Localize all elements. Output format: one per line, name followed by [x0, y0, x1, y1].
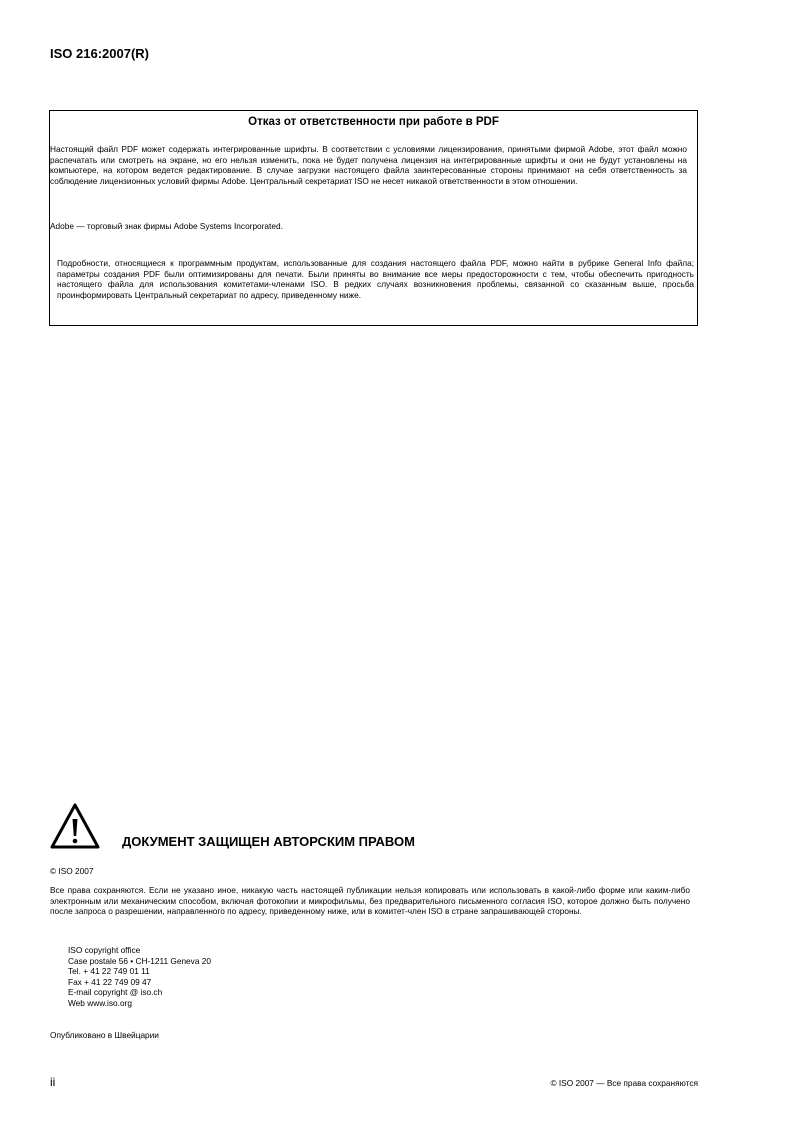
copyright-heading: ДОКУМЕНТ ЗАЩИЩЕН АВТОРСКИМ ПРАВОМ [122, 834, 415, 849]
disclaimer-paragraph-trademark: Adobe — торговый знак фирмы Adobe Systems Incorporated. [50, 221, 283, 231]
published-in: Опубликовано в Швейцарии [50, 1030, 159, 1040]
rights-text: Все права сохраняются. Если не указано иное, никакую часть настоящей публикации нельзя копировать или использовать в какой-либо форме или каким-либо электронным или механическим способом, включая фотокопии и микрофильмы, без предварительного письменного согласия ISO, которое должно быть получено после запроса о разрешении, направленного по адресу, приведенному ниже, или в комитет-член ISO в стране запрашивающей стороны. [50, 885, 690, 916]
address-line: Web www.iso.org [68, 997, 132, 1008]
disclaimer-paragraph-details: Подробности, относящиеся к программным продуктам, использованные для создания настоящего файла PDF, можно найти в рубрике General Info файла; параметры создания PDF были оптимизированы для печати. Были приняты во внимание все меры предосторожности с тем, чтобы обеспечить пригодность настоящего файла для использования комитетами-членами ISO. В редких случаях возникновения проблемы, связанной со сказанным выше, просьба проинформировать Центральный секретариат по адресу, приведенному ниже. [57, 258, 694, 300]
footer-copyright: © ISO 2007 — Все права сохраняются [550, 1078, 698, 1088]
disclaimer-paragraph-fonts: Настоящий файл PDF может содержать интегрированные шрифты. В соответствии с условиями лицензирования, принятыми фирмой Adobe, этот файл можно распечатать или смотреть на экране, но его нельзя изменить, пока не будет получена лицензия на интегрированные шрифты и они не будут установлены на компьютере, на котором ведется редактирование. В случае загрузки настоящего файла заинтересованные стороны принимают на себя ответственность за соблюдение лицензионных условий фирмы Adobe. Центральный секретариат ISO не несет никакой ответственности в этом отношении. [50, 144, 687, 186]
address-line: Case postale 56 • CH-1211 Geneva 20 [68, 955, 211, 966]
disclaimer-title: Отказ от ответственности при работе в PDF [248, 116, 499, 128]
address-line: ISO copyright office [68, 945, 141, 955]
address-line: Fax + 41 22 749 09 47 [68, 976, 152, 987]
page-number: ii [50, 1075, 56, 1089]
copyright-line: © ISO 2007 [50, 866, 94, 876]
pdf-disclaimer-box [49, 110, 698, 326]
address-line: E-mail copyright @ iso.ch [68, 987, 163, 997]
document-id: ISO 216:2007(R) [50, 46, 149, 61]
warning-icon [50, 803, 100, 849]
iso-address-block [68, 945, 211, 1008]
address-line: Tel. + 41 22 749 01 11 [68, 966, 150, 976]
